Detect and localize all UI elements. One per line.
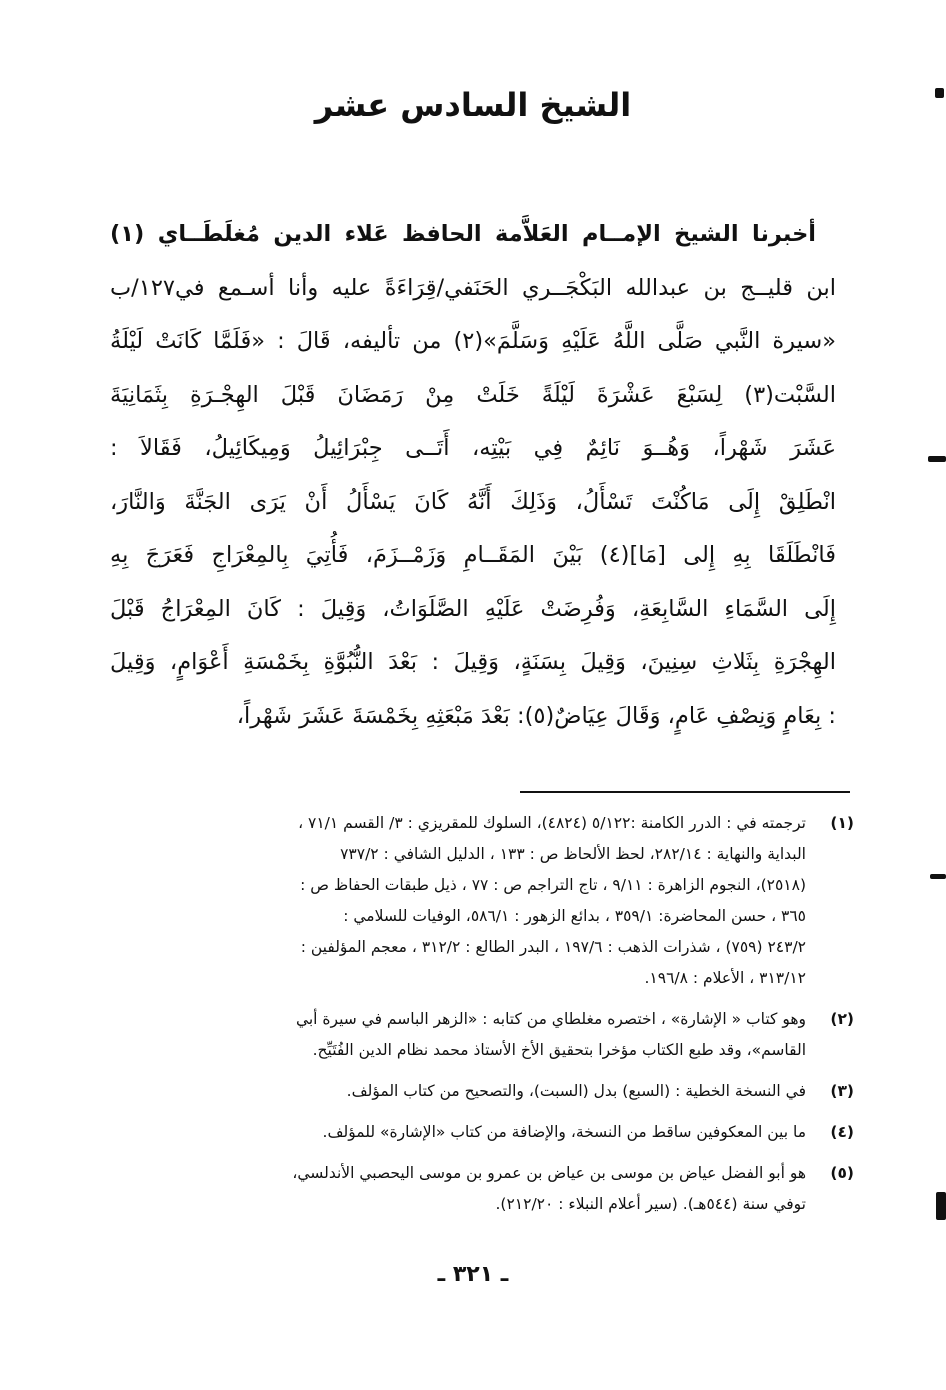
footnote-line: في النسخة الخطية : (السبع) بدل (السبت)، والتصحيح من كتاب المؤلف. bbox=[346, 1082, 806, 1100]
text-line: ابن قليــج بن عبدالله البَكْجَــري الحَنَفي/قِرَاءَةً عليه وأنا أسـمع في١٢٧/ب bbox=[110, 274, 836, 301]
footnote-line: البداية والنهاية : ٢٨٢/١٤، لحظ الألحاظ ص : ١٣٣ ، الدليل الشافي : ٧٣٧/٢ bbox=[340, 845, 806, 863]
footnote-number: (٤) bbox=[830, 1123, 854, 1141]
footnote-number: (١) bbox=[830, 814, 854, 832]
scan-edge-mark bbox=[928, 456, 946, 462]
footnote-line: القاسم»، وقد طبع الكتاب مؤخرا بتحقيق الأخ الأستاذ محمد نظام الدين الفُتَيِّح. bbox=[312, 1041, 806, 1059]
footnote-line: وهو كتاب « الإشارة» ، اختصره مغلطاي من كتابه : «الزهر الباسم في سيرة أبي bbox=[295, 1010, 806, 1028]
main-text bbox=[110, 208, 836, 743]
footnote-text bbox=[170, 1158, 806, 1220]
footnote-2 bbox=[170, 1004, 854, 1066]
footnote-line: ٣٦٥ ، حسن المحاضرة: ٣٥٩/١ ، بدائع الزهور : ٥٨٦/١، الوفيات للسلامي : bbox=[343, 907, 806, 925]
text-line: : بِعَامٍ وَنِصْفِ عَامٍ، وَقَالَ عِيَاضٌ(٥): بَعْدَ مَبْعَثِهِ بِخَمْسَةَ عَشَرَ شَهْراً، bbox=[236, 702, 836, 729]
text-line: الهِجْرَةِ بِثَلاثِ سِنِينَ، وَقِيلَ بِسَنَةٍ، وَقِيلَ : بَعْدَ النُّبُوَّةِ بِخَمْسَةِ أَعْوَامٍ، وَقِيلَ bbox=[110, 649, 836, 675]
footnote-text bbox=[170, 808, 806, 994]
footnote-line: ٣١٣/١٢ ، الأعلام : ١٩٦/٨. bbox=[644, 969, 806, 987]
scan-edge-mark bbox=[935, 88, 944, 98]
footnote-1 bbox=[170, 808, 854, 994]
footnote-line: ما بين المعكوفين ساقط من النسخة، والإضافة من كتاب «الإشارة» للمؤلف. bbox=[322, 1123, 806, 1141]
scan-edge-mark bbox=[936, 1192, 946, 1220]
footnote-separator bbox=[520, 791, 850, 793]
text-line: «سيرة النَّبي صَلَّى اللَّهُ عَلَيْهِ وَسَلَّمَ»(٢) من تأليفه، قَالَ : «فَلَمَّا كَانَتْ لَيْلَةُ bbox=[110, 328, 836, 354]
footnote-line: ٢٤٣/٢ (٧٥٩) ، شذرات الذهب : ١٩٧/٦ ، البدر الطالع : ٣١٢/٢ ، معجم المؤلفين : bbox=[300, 938, 806, 956]
scan-edge-mark bbox=[930, 874, 946, 879]
text-line: انْطَلِقْ إِلَى مَاكُنْتَ تَسْأَلُ، وَذَلِكَ أَنَّهُ كَانَ يَسْأَلُ أَنْ يَرَى الجَنَّةَ وَالنَّارَ، bbox=[110, 488, 836, 515]
text-line: فَانْطَلَقَا بِهِ إِلى [مَا](٤) بَيْنَ المَقَــامِ وَزَمْــزَمَ، فَأُتِيَ بِالمِعْرَاجِ فَعَرَجَ بِهِ bbox=[110, 542, 836, 568]
footnote-number: (٣) bbox=[830, 1082, 854, 1100]
footnotes bbox=[170, 808, 854, 1230]
footnote-4 bbox=[170, 1117, 854, 1148]
text-line: إِلَى السَّمَاءِ السَّابِعَةِ، وَفُرِضَتْ عَلَيْهِ الصَّلَوَاتُ، وَقِيلَ : كَانَ المِعْرَاجُ قَبْلَ bbox=[110, 595, 836, 622]
footnote-text bbox=[170, 1076, 806, 1107]
footnote-text bbox=[170, 1117, 806, 1148]
page-title: الشيخ السادس عشر bbox=[314, 86, 632, 124]
text-line: السَّبْت(٣) لِسَبْعَ عَشْرَةَ لَيْلَةً خَلَتْ مِنْ رَمَضَانَ قَبْلَ الهِجْـرَةِ بِثَمَانِيَةَ bbox=[110, 381, 836, 408]
footnote-3 bbox=[170, 1076, 854, 1107]
footnote-line: ترجمته في : الدرر الكامنة :٥/١٢٢ (٤٨٢٤)، السلوك للمقريزي : ٣/ القسم ٧١/١ ، bbox=[298, 814, 806, 832]
text-line: عَشَرَ شَهْراً، وَهُــوَ نَائِمٌ فِي بَيْتِه، أَتَــى جِبْرَائِيلُ وَمِيكَائِيلُ، فَقَالاَ : bbox=[110, 435, 836, 461]
footnote-number: (٥) bbox=[830, 1164, 854, 1182]
footnote-line: (٢٥١٨)، النجوم الزاهرة : ٩/١١ ، تاج التراجم ص : ٧٧ ، ذيل طبقات الحفاظ ص : bbox=[300, 876, 806, 894]
text-line: أخبرنا الشيخ الإمــام العَلاَّمة الحافظ عَلاء الدين مُغلَطَــاي (١) bbox=[110, 221, 816, 247]
footnote-line: توفي سنة (٥٤٤هـ). (سير أعلام النبلاء : ٢١٢/٢٠). bbox=[495, 1195, 806, 1213]
footnote-number: (٢) bbox=[830, 1010, 854, 1028]
footnote-text bbox=[170, 1004, 806, 1066]
footnote-line: هو أبو الفضل عياض بن موسى بن عياض بن عمرو بن موسى اليحصبي الأندلسي، bbox=[292, 1164, 806, 1182]
footnote-5 bbox=[170, 1158, 854, 1220]
page-number: ـ ٣٢١ ـ bbox=[437, 1262, 509, 1287]
